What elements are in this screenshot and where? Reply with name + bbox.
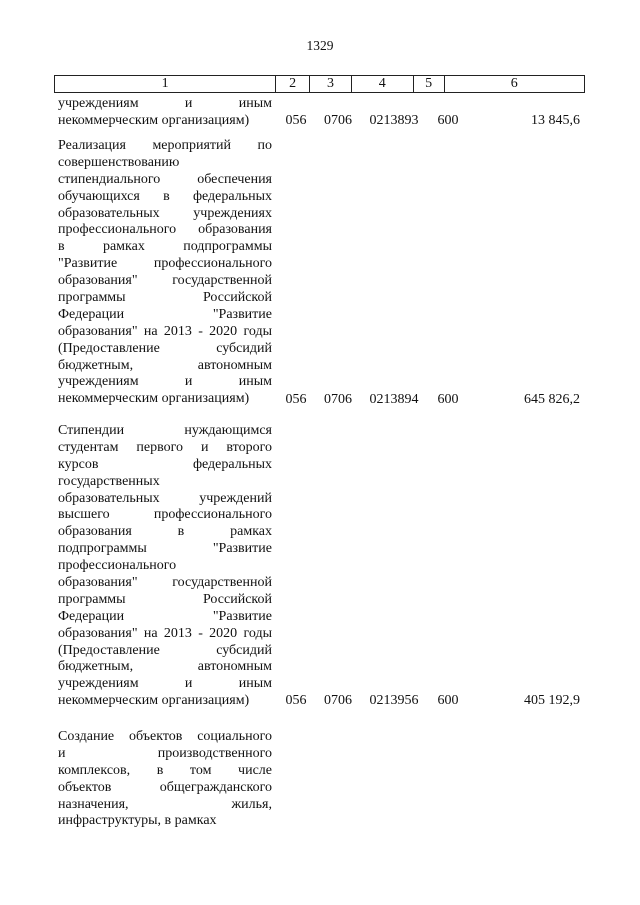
- column-header-6: 6: [510, 76, 518, 91]
- ministry-code: 056: [285, 391, 307, 407]
- description-line: профессионального: [58, 558, 177, 574]
- section-code: 0706: [324, 693, 352, 709]
- description-line: некоммерческим организациям): [58, 693, 250, 709]
- section-code: 0706: [324, 112, 352, 128]
- description-line: стипендиального обеспечения: [58, 171, 272, 187]
- amount-value: 405 192,9: [524, 693, 580, 709]
- description-line: курсов федеральных: [58, 456, 272, 472]
- description-line: бюджетным, автономным: [58, 357, 272, 373]
- expense-type-code: 600: [437, 693, 459, 709]
- column-header-4: 4: [352, 76, 414, 92]
- description-line: совершенствованию: [58, 154, 180, 170]
- description-line: Федерации "Развитие: [58, 306, 272, 322]
- description-line: программы Российской: [58, 290, 272, 306]
- target-article-code: 0213956: [369, 693, 419, 709]
- description-line: Федерации "Развитие: [58, 608, 272, 624]
- column-header-2: 2: [276, 76, 310, 92]
- target-article-code: 0213893: [369, 112, 419, 128]
- expense-type-code: 600: [437, 391, 459, 407]
- description-line: объектов общегражданского: [58, 779, 272, 795]
- description-line: подпрограммы "Развитие: [58, 541, 272, 557]
- row-description: [58, 138, 272, 408]
- description-line: учреждениям и иным: [58, 96, 272, 111]
- description-line: в рамках подпрограммы: [58, 239, 272, 255]
- expense-type-code: 600: [437, 112, 459, 128]
- description-line: программы Российской: [58, 591, 272, 607]
- description-line: (Предоставление субсидий: [58, 340, 272, 356]
- description-line: высшего профессионального: [58, 507, 272, 523]
- description-line: Реализация мероприятий по: [58, 138, 272, 153]
- description-line: образования" на 2013 - 2020 годы: [58, 323, 272, 339]
- description-line: "Развитие профессионального: [58, 256, 272, 272]
- description-line: бюджетным, автономным: [58, 659, 272, 675]
- row-description: [58, 96, 272, 130]
- target-article-code: 0213894: [369, 391, 419, 407]
- description-line: образования" государственной: [58, 575, 272, 591]
- ministry-code: 056: [285, 693, 307, 709]
- amount-value: 645 826,2: [524, 391, 580, 407]
- description-line: комплексов, в том числе: [58, 762, 272, 778]
- description-line: образовательных учреждений: [58, 490, 272, 506]
- description-line: и производственного: [58, 745, 272, 761]
- column-header-1: 1: [55, 76, 276, 92]
- description-line: некоммерческим организациям): [58, 112, 250, 128]
- description-line: образования в рамках: [58, 524, 272, 540]
- section-code: 0706: [324, 391, 352, 407]
- description-line: назначения, жилья,: [58, 796, 272, 812]
- description-line: профессионального образования: [58, 222, 272, 238]
- description-line: инфраструктуры, в рамках: [58, 813, 217, 829]
- description-line: образования" на 2013 - 2020 годы: [58, 625, 272, 641]
- row-description: [58, 423, 272, 710]
- description-line: образования" государственной: [58, 273, 272, 289]
- ministry-code: 056: [285, 112, 307, 128]
- description-line: Стипендии нуждающимся: [58, 423, 272, 438]
- column-header-3: 3: [310, 76, 352, 92]
- row-description: [58, 729, 272, 830]
- page-number: 1329: [306, 38, 334, 53]
- description-line: учреждениям и иным: [58, 676, 272, 692]
- description-line: государственных: [58, 473, 160, 489]
- description-line: образовательных учреждениях: [58, 205, 272, 221]
- description-line: учреждениям и иным: [58, 374, 272, 390]
- description-line: Создание объектов социального: [58, 729, 272, 744]
- description-line: (Предоставление субсидий: [58, 642, 272, 658]
- column-header-5: 5: [414, 76, 445, 92]
- description-line: студентам первого и второго: [58, 439, 272, 455]
- description-line: обучающихся в федеральных: [58, 188, 272, 204]
- description-line: некоммерческим организациям): [58, 391, 250, 407]
- amount-value: 13 845,6: [531, 112, 580, 128]
